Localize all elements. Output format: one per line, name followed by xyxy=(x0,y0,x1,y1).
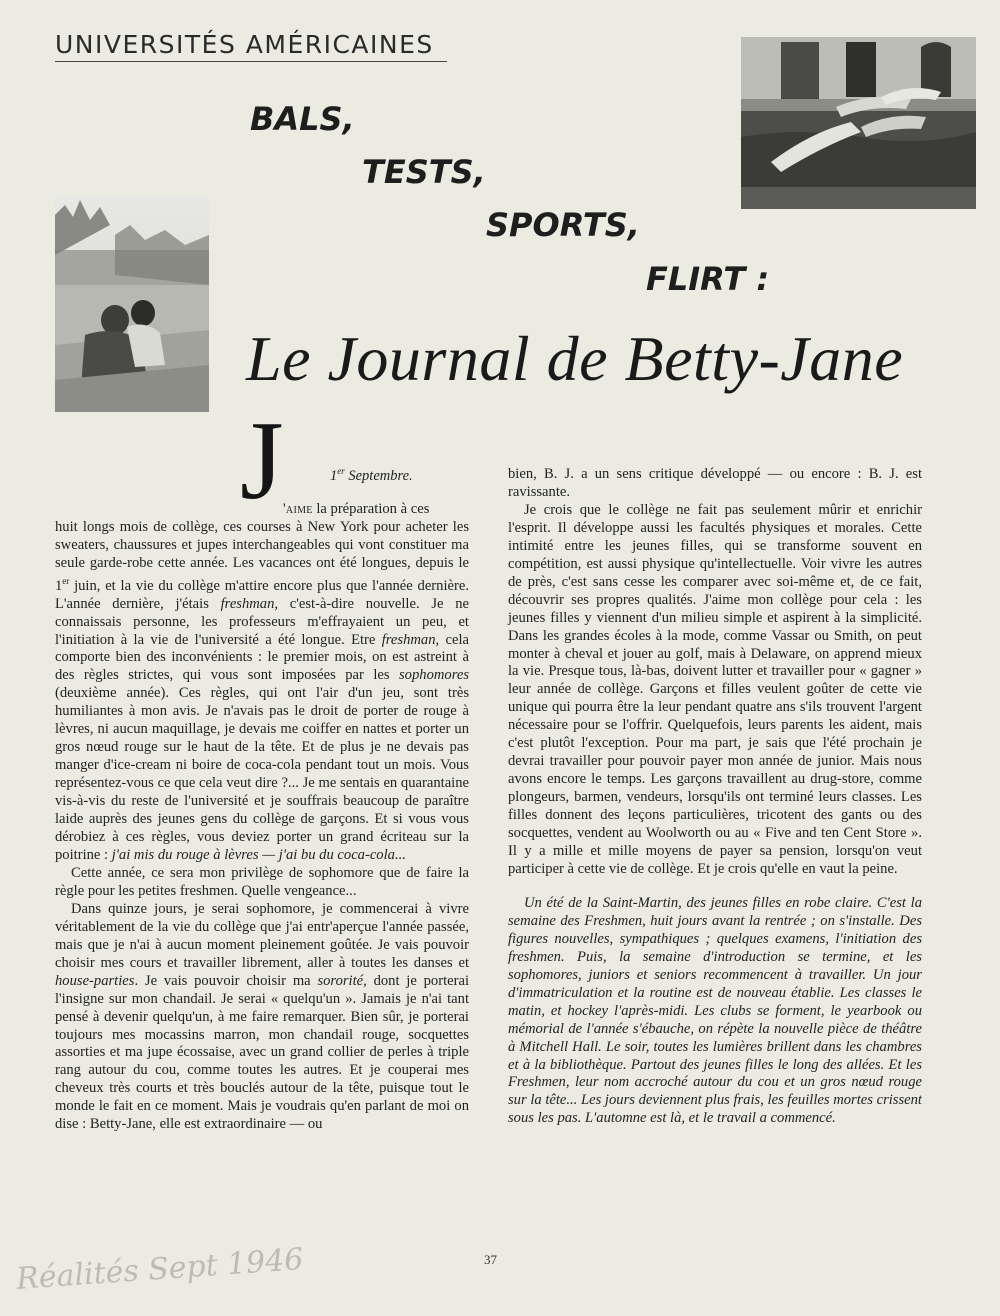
paragraph-3: Dans quinze jours, je serai sophomore, je commencerai à vivre véritablement de la vie du collège que j'ai entr'aperçue l'année passée, mais que je n'ai à aucun moment pleinement goûtée. Je vais pouvoir choisir mes cours et travailler librement, aller à toutes les danses et house-parties. Je vais pouvoir choisir ma sororité, dont je porterai l'insigne sur mon chandail. Je serai « quelqu'un ». Jamais je n'ai tant pensé à devenir quelqu'un, à me faire remarquer. Bien sûr, je porterai toujours mes mocassins marron, mon chandail rouge, socquettes assorties et ma jupe écossaise, avec un grand collier de perles à triple rang autour du cou, comme toutes les autres. Et je couperai mes cheveux très courts et très bouclés autour de la tête, puisque tout le monde le fait en ce moment. Mais je voudrais qu'en parlant de moi on dise : Betty-Jane, elle est extraordinaire — ou xyxy=(55,900,470,1133)
photo-couple-on-riverbank xyxy=(55,195,209,412)
photo-swimmers-diving xyxy=(741,37,976,209)
handwritten-annotation: Réalités Sept 1946 xyxy=(15,1242,305,1297)
paragraph-5: Je crois que le collège ne fait pas seulement mûrir et enrichir l'esprit. Il développe aussi les facultés physiques et morales. Cette intimité entre les jeunes filles, qui se transforme souvent en compétition, est aussi physique qu'intellectuelle. Voir vivre les autres de près, c'est sans cesse les comparer avec soi-même et, de ce fait, découvrir ses propres qualités. J'aime mon collège pour cela : les jeunes filles y viennent d'un milieu simple et aspirent à la simplicité. Dans les grandes écoles à la mode, comme Vassar ou Smith, on peut monter à cheval et jouer au golf, mais à Delaware, on apprend mieux la vie. Presque tous, là-bas, doivent lutter et travailler pour « gagner » leur année de collège. Garçons et filles veulent goûter de cette vie unique qui pourra être la leur pendant quatre ans s'ils trouvent l'argent nécessaire pour se l'offrir. Quelquefois, leurs parents les aident, mais c'est plutôt l'exception. Pour ma part, je sais que l'été prochain je devrai travailler pour pouvoir payer mon année de junior. Mais nous avons encore le temps. Les garçons travaillent au drug-store, comme plongeurs, barmen, vendeurs, lorsqu'ils ont terminé leurs classes. Les filles donnent des leçons particulières, tricotent des gants ou des socquettes, vendent au Woolworth ou au « Five and ten Cent Store ». Il y a mille et mille moyens de payer sa pension, lorsqu'on veut participer à cette vie de collège. Et je crois qu'elle en vaut la peine. xyxy=(508,501,922,877)
drop-cap: J xyxy=(240,399,284,523)
headline-word-flirt: FLIRT : xyxy=(646,260,770,298)
paragraph-4: bien, B. J. a un sens critique développé — ou encore : B. J. est ravissante. xyxy=(508,466,922,500)
dateline: 1er Septembre. xyxy=(330,466,413,484)
headline-word-tests: TESTS, xyxy=(362,153,486,191)
headline-word-sports: SPORTS, xyxy=(486,206,640,244)
article-title: Le Journal de Betty-Jane xyxy=(246,323,904,394)
paragraph-1: huit longs mois de collège, ces courses à New York pour acheter les sweaters, chaussures et jupes interchangeables qui vont constituer ma seule garde-robe cette année. Les vacances ont été longues, depuis le 1er juin, et la vie du collège m'attire encore plus que l'année dernière. L'année dernière, j'étais freshman, c'est-à-dire nouvelle. Je ne connaissais personne, les professeurs m'effrayaient un peu, et l'initiation à la vie de l'université a été longue. Etre freshman, cela comporte bien des inconvénients : le premier mois, on est astreint à des règles strictes, qui vous sont imposées par les sophomores (deuxième année). Ces règles, qui ont l'air d'un jeu, sont très humiliantes à mon avis. Je n'avais pas le droit de porter de rouge à lèvres, ni aucun maquillage, je devais me coiffer en nattes et porter un gros nœud rouge sur le haut de la tête. Et de plus je ne devais pas manger d'ice-cream ni boire de coca-cola pendant tout un mois. Vous représentez-vous ce que cela veut dire ?... Je me sentais en quarantaine vis-à-vis du reste de l'université et je souffrais beaucoup de paraître laide auprès des jeunes gens du collège de garçons. Et si vous vous dérobiez à ces règles, vous deviez porter un grand écriteau sur la poitrine : j'ai mis du rouge à lèvres — j'ai bu du coca-cola... xyxy=(55,518,469,863)
page-number: 37 xyxy=(484,1252,497,1267)
article-column-right xyxy=(508,466,922,1128)
section-kicker: UNIVERSITÉS AMÉRICAINES xyxy=(55,30,447,62)
paragraph-6: Un été de la Saint-Martin, des jeunes filles en robe claire. C'est la semaine des Freshmen, huit jours avant la rentrée ; on s'installe. Des figures nouvelles, sympathiques ; quelques examens, l'initiation des freshmen. Puis, la semaine d'introduction se termine, et les sophomores, juniors et seniors recommencent à travailler. Un jour d'immatriculation et la routine est de nouveau établie. Les classes le matin, et hockey l'après-midi. Les clubs se forment, le yearbook ou mémorial de l'année s'ébauche, on répète la nouvelle pièce de théâtre à Mitchell Hall. Le soir, toutes les lumières brillent dans les chambres et à la bibliothèque. Partout des jeunes filles le long des allées. Et les Freshmen, leur nom accroché autour du cou et un gros nœud rouge sur la tête... Les jours deviennent plus frais, les feuilles mortes crissent sous les pas. L'automne est là, et le travail a commencé. xyxy=(508,894,922,1127)
first-line: 'aime la préparation à ces xyxy=(283,501,430,517)
article-column-left xyxy=(55,501,469,1134)
paragraph-2: Cette année, ce sera mon privilège de sophomore que de faire la règle pour les petites freshmen. Quelle vengeance... xyxy=(55,864,469,899)
headline-word-bals: BALS, xyxy=(250,100,355,138)
